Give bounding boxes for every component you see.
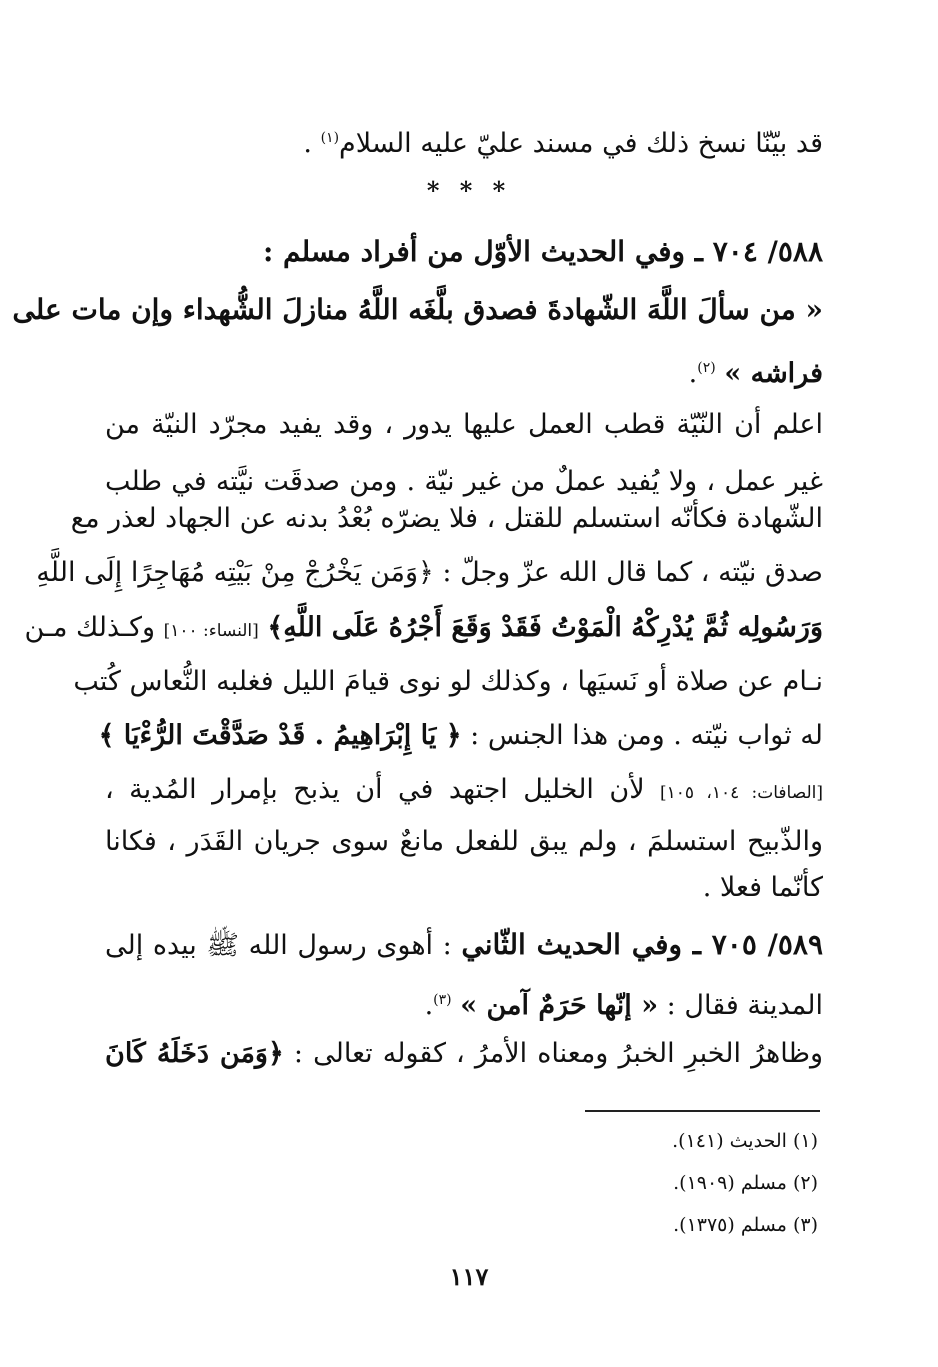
commentary-line: اعلم أن النّيّة قطب العمل عليها يدور ، وقد يفيد مجرّد النيّة من: [105, 409, 823, 440]
footnote-ref-2: (٢): [697, 360, 716, 376]
footnote-3: (٣) مسلم (١٣٧٥).: [673, 1214, 818, 1236]
commentary-text: وكـذلك مـن: [24, 612, 156, 643]
quran-verse-nisa: وَرَسُولِه ثُمَّ يُدْرِكْهُ الْمَوْتُ فَقَدْ وَقَعَ أَجْرُهُ عَلَى اللَّهِ﴾: [267, 612, 823, 643]
hadith-589-text: : أهوى رسول الله ﷺ بيده إلى: [105, 930, 452, 961]
hadith-589-heading: ٥٨٩/ ٧٠٥ ـ وفي الحديث الثّاني: [461, 928, 823, 961]
commentary-line: والذّبيح استسلمَ ، ولم يبق للفعل مانعٌ سوى جريان القَدَر ، فكانا: [105, 826, 823, 857]
verse-reference-nisa: [النساء: ١٠٠]: [163, 621, 259, 641]
footnote-ref-3: (٣): [433, 992, 452, 1008]
page-number: ١١٧: [449, 1262, 489, 1291]
verse-reference-saffat: [الصافات: ١٠٤، ١٠٥]: [660, 783, 823, 803]
commentary-text: له ثواب نيّته . ومن هذا الجنس :: [470, 720, 823, 751]
hadith-588-end: .: [688, 358, 698, 389]
commentary-text: وظاهرُ الخبرِ الخبرُ ومعناه الأمرُ ، كقوله تعالى :: [293, 1038, 823, 1069]
hadith-589-text: المدينة فقال :: [666, 990, 823, 1021]
hadith-588-text-cont: فراشه »: [724, 358, 823, 389]
hadith-589-line: [425, 980, 823, 1026]
commentary-line: كأنّما فعلا .: [702, 872, 823, 903]
footnote-2: (٢) مسلم (١٩٠٩).: [673, 1172, 818, 1194]
verse-line-saffat: [98, 716, 823, 756]
commentary-589-line: [105, 1034, 823, 1074]
verse-line-nisa: [24, 608, 823, 651]
footnote-divider: [585, 1110, 820, 1112]
quran-verse-start: ﴿وَمَن دَخَلَهُ كَانَ: [105, 1038, 284, 1069]
commentary-line: الشّهادة فكأنّه استسلم للقتل ، فلا يضرّه بُعْدُ بدنه عن الجهاد لعذر مع: [70, 503, 823, 534]
section-separator: * * *: [426, 176, 512, 205]
commentary-text-with-verse: صدق نيّته ، كما قال الله عزّ وجلّ : ﴿وَمَن يَخْرُجْ مِنْ بَيْتِه مُهَاجِرًا إِلَى اللَّهِ: [36, 557, 823, 588]
hadith-588-text-end: [689, 348, 823, 394]
commentary-line: [36, 553, 823, 593]
commentary-line: غير عمل ، ولا يُفيد عملٌ من غير نيّة . ومن صدقَت نيَّته في طلب: [105, 466, 823, 497]
footnote-ref-1: (١): [320, 130, 340, 146]
footnote-1: (١) الحديث (١٤١).: [672, 1130, 818, 1152]
intro-line: [303, 118, 823, 164]
commentary-line: [105, 770, 823, 813]
hadith-589-quote: « إنّها حَرَمٌ آمن »: [460, 990, 659, 1021]
commentary-line: نـام عن صلاة أو نَسيَها ، وكذلك لو نوى قيامَ الليل فغلبه النُّعاس كُتب: [73, 666, 823, 697]
intro-text: قد بيّنّا نسخ ذلك في مسند عليّ عليه السلام: [339, 128, 823, 159]
intro-end: .: [303, 128, 321, 159]
hadith-588-heading: ٥٨٨/ ٧٠٤ ـ وفي الحديث الأوّل من أفراد مسلم :: [262, 235, 823, 268]
hadith-588-text: « من سألَ اللَّهَ الشّهادةَ فصدق بلَّغَه اللَّهُ منازلَ الشُّهداء وإن مات على: [12, 293, 823, 326]
commentary-text: لأن الخليل اجتهد في أن يذبح بإمرار المُدية ،: [105, 774, 645, 805]
quran-verse-saffat: ﴿ يَا إِبْرَاهِيمُ . قَدْ صَدَّقْتَ الرُّءْيَا ﴾: [98, 720, 462, 751]
hadith-589-end: .: [424, 990, 434, 1021]
hadith-589-line: [105, 925, 823, 966]
